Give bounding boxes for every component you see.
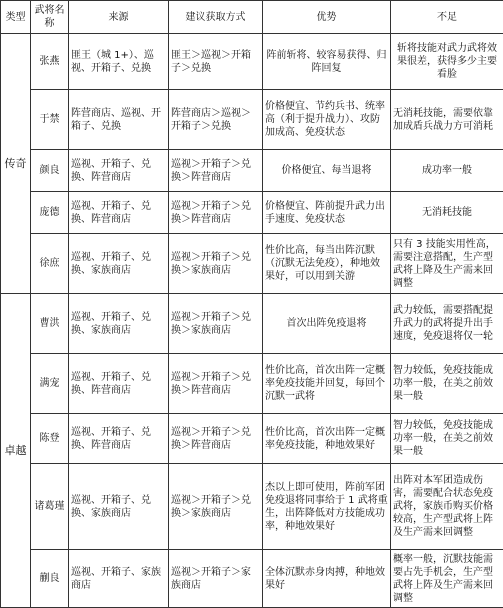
advantage-cell: 价格便宜、节约兵书、统率高（利于提升战力）、攻防加成高、免疫状态 xyxy=(263,90,391,150)
table-row xyxy=(1,90,503,150)
table-row xyxy=(1,354,503,414)
method-cell: 巡视＞开箱子＞兑换＞阵营商店 xyxy=(169,192,263,234)
method-cell: 匪王＞巡视＞开箱子＞兑换 xyxy=(169,34,263,90)
method-cell: 巡视＞开箱子＞兑换＞阵营商店 xyxy=(169,354,263,414)
source-cell: 巡视、开箱子、兑换、阵营商店 xyxy=(69,414,169,464)
weakness-cell: 无消耗技能 xyxy=(391,192,503,234)
advantage-cell: 首次出阵免疫退将 xyxy=(263,294,391,354)
method-cell: 巡视＞开箱子＞兑换＞阵营商店 xyxy=(169,414,263,464)
advantage-cell: 全体沉默赤身肉搏，种地效果好 xyxy=(263,550,391,608)
weakness-cell: 无消耗技能，需要依靠加成盾兵战力方可消耗 xyxy=(391,90,503,150)
source-cell: 巡视、开箱子、家族商店 xyxy=(69,550,169,608)
table-row xyxy=(1,294,503,354)
method-cell: 巡视＞开箱子＞兑换＞家族商店 xyxy=(169,464,263,550)
header-advantage: 优势 xyxy=(263,1,391,34)
source-cell: 阵营商店、巡视、开箱子、兑换 xyxy=(69,90,169,150)
table-row xyxy=(1,464,503,550)
table-row xyxy=(1,234,503,294)
weakness-cell: 成功率一般 xyxy=(391,150,503,192)
name-cell: 于禁 xyxy=(31,90,69,150)
advantage-cell: 价格便宜、每当退将 xyxy=(263,150,391,192)
weakness-cell: 概率一般，沉默技能需要占先手机会，生产型武将上阵及生产需来回调整 xyxy=(391,550,503,608)
name-cell: 诸葛瑾 xyxy=(31,464,69,550)
source-cell: 巡视、开箱子、兑换、家族商店 xyxy=(69,464,169,550)
weakness-cell: 武力较低，需要搭配提升武力的武将提升出手速度，免疫退将仅一轮 xyxy=(391,294,503,354)
source-cell: 巡视、开箱子、兑换、家族商店 xyxy=(69,234,169,294)
group-type-cell: 卓越 xyxy=(1,294,31,608)
table-row xyxy=(1,192,503,234)
method-cell: 巡视＞开箱子＞兑换＞家族商店 xyxy=(169,234,263,294)
advantage-cell: 性价比高，首次出阵一定概率免疫技能，种地效果好 xyxy=(263,414,391,464)
name-cell: 蒯良 xyxy=(31,550,69,608)
name-cell: 满宠 xyxy=(31,354,69,414)
weakness-cell: 出阵对本军团造成伤害，需要配合状态免疫武将，家族币购买价格较高，生产型武将上阵及生产需来回调整 xyxy=(391,464,503,550)
advantage-cell: 性价比高，首次出阵一定概率免疫技能并回复，每回个沉默一武将 xyxy=(263,354,391,414)
advantage-cell: 价格便宜、阵前提升武力出手速度、免疫状态 xyxy=(263,192,391,234)
table-row xyxy=(1,550,503,608)
weakness-cell: 只有 3 技能实用性高，需要注意搭配，生产型武将上降及生产需来回调整 xyxy=(391,234,503,294)
method-cell: 阵营商店＞巡视＞开箱子＞兑换 xyxy=(169,90,263,150)
source-cell: 巡视、开箱子、兑换、家族商店 xyxy=(69,294,169,354)
header-row xyxy=(1,1,503,34)
advantage-cell: 杰以上即可使用，阵前军团免疫退将同事给于 1 武将重生，出阵降低对方技能成功率，种地效果好 xyxy=(263,464,391,550)
table-row xyxy=(1,414,503,464)
advantage-cell: 性价比高，每当出阵沉默（沉默无法免疫），种地效果好，可以用到关游 xyxy=(263,234,391,294)
name-cell: 庞德 xyxy=(31,192,69,234)
name-cell: 曹洪 xyxy=(31,294,69,354)
weakness-cell: 智力较低，免疫技能成功率一般，在美之前效果一般 xyxy=(391,414,503,464)
table-row xyxy=(1,34,503,90)
name-cell: 陈登 xyxy=(31,414,69,464)
source-cell: 匪王（城 1+）、巡视、开箱子、兑换 xyxy=(69,34,169,90)
header-name: 武将名称 xyxy=(31,1,69,34)
header-type: 类型 xyxy=(1,1,31,34)
table-row xyxy=(1,150,503,192)
name-cell: 颜良 xyxy=(31,150,69,192)
weakness-cell: 斩将技能对武力武将效果很差，获得多少主要看脸 xyxy=(391,34,503,90)
source-cell: 巡视、开箱子、兑换、阵营商店 xyxy=(69,192,169,234)
method-cell: 巡视＞开箱子＞兑换＞家族商店 xyxy=(169,294,263,354)
source-cell: 巡视、开箱子、兑换、阵营商店 xyxy=(69,150,169,192)
method-cell: 巡视＞开箱子＞家族商店 xyxy=(169,550,263,608)
name-cell: 张燕 xyxy=(31,34,69,90)
advantage-cell: 阵前斩将、较容易获得、归阵回复 xyxy=(263,34,391,90)
header-source: 来源 xyxy=(69,1,169,34)
source-cell: 巡视、开箱子、兑换、阵营商店 xyxy=(69,354,169,414)
method-cell: 巡视＞开箱子＞兑换＞阵营商店 xyxy=(169,150,263,192)
name-cell: 徐庶 xyxy=(31,234,69,294)
header-weakness: 不足 xyxy=(391,1,503,34)
header-method: 建议获取方式 xyxy=(169,1,263,34)
group-type-cell: 传奇 xyxy=(1,34,31,294)
weakness-cell: 智力较低，免疫技能成功率一般，在美之前效果一般 xyxy=(391,354,503,414)
